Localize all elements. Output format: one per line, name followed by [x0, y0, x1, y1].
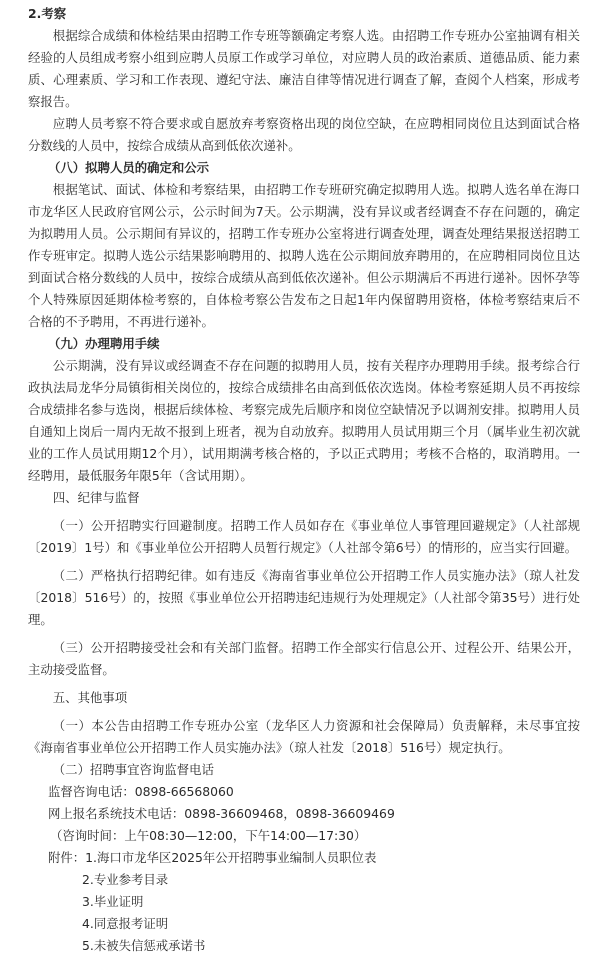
discipline-paragraph-1: （一）公开招聘实行回避制度。招聘工作人员如存在《事业单位人事管理回避规定》（人社部规〔2019〕1号）和《事业单位公开招聘人员暂行规定》（人社部令第6号）的情形的，应当实行回避。 [28, 518, 580, 555]
candidate-confirmation-paragraph: 根据笔试、面试、体检和考察结果，由招聘工作专班研究确定拟聘用人选。拟聘人选名单在海口市龙华区人民政府官网公示，公示时间为7天。公示期满，没有异议或者经调查不存在问题的，确定为拟聘用人员。公示期间有异议的，招聘工作专班办公室将进行调查处理，调查处理结果报送招聘工作专班审定。拟聘人选公示结果影响聘用的、拟聘人选在公示期间放弃聘用的，在应聘相同岗位且达到面试合格分数线的人员中，按综合成绩从高到低依次递补。但公示期满后不再进行递补。因怀孕等个人特殊原因延期体检考察的，自体检考察公告发布之日起1年内保留聘用资格，体检考察结束后不合格的不予聘用，不再进行递补。 [28, 182, 580, 329]
section-heading-employment-procedures: （九）办理聘用手续 [48, 336, 160, 351]
section-heading-other-matters: 五、其他事项 [52, 690, 128, 705]
attachment-item-1: 附件：1.海口市龙华区2025年公开招聘事业编制人员职位表 [48, 850, 377, 865]
section-heading-investigation: 2.考察 [28, 6, 67, 21]
tech-support-phone: 网上报名系统技术电话：0898-36609468，0898-36609469 [48, 806, 395, 821]
other-matters-paragraph-2: （二）招聘事宜咨询监督电话 [52, 762, 214, 777]
supervision-phone: 监督咨询电话：0898-66568060 [48, 784, 234, 799]
other-matters-paragraph-1: （一）本公告由招聘工作专班办公室（龙华区人力资源和社会保障局）负责解释，未尽事宜按《海南省事业单位公开招聘工作人员实施办法》（琼人社发〔2018〕516号）规定执行。 [28, 718, 580, 755]
attachment-item-3: 3.毕业证明 [82, 894, 144, 909]
attachment-item-4: 4.同意报考证明 [82, 916, 169, 931]
discipline-paragraph-3: （三）公开招聘接受社会和有关部门监督。招聘工作全部实行信息公开、过程公开、结果公开，主动接受监督。 [28, 640, 580, 677]
section-heading-discipline: 四、纪律与监督 [52, 490, 140, 505]
attachment-item-2: 2.专业参考目录 [82, 872, 169, 887]
investigation-paragraph-1: 根据综合成绩和体检结果由招聘工作专班等额确定考察人选。由招聘工作专班办公室抽调有相关经验的人员组成考察小组到应聘人员原工作或学习单位，对应聘人员的政治素质、道德品质、能力素质、心理素质、学习和工作表现、遵纪守法、廉洁自律等情况进行调查了解，查阅个人档案，形成考察报告。 [28, 28, 580, 109]
discipline-paragraph-2: （二）严格执行招聘纪律。如有违反《海南省事业单位公开招聘工作人员实施办法》（琼人社发〔2018〕516号）的，按照《事业单位公开招聘违纪违规行为处理规定》（人社部令第35号）进行处理。 [28, 568, 580, 627]
employment-procedures-paragraph: 公示期满，没有异议或经调查不存在问题的拟聘用人员，按有关程序办理聘用手续。报考综合行政执法局龙华分局镇街相关岗位的，按综合成绩排名由高到低依次选岗。体检考察延期人员不再按综合成绩排名参与选岗，根据后续体检、考察完成先后顺序和岗位空缺情况予以调剂安排。拟聘用人员自通知上岗后一周内无故不报到上班者，视为自动放弃。拟聘用人员试用期三个月（属毕业生初次就业的工作人员试用期12个月），试用期满考核合格的，予以正式聘用；考核不合格的，取消聘用。一经聘用，最低服务年限5年（含试用期）。 [28, 358, 580, 483]
attachment-item-5: 5.未被失信惩戒承诺书 [82, 938, 206, 953]
investigation-paragraph-2: 应聘人员考察不符合要求或自愿放弃考察资格出现的岗位空缺，在应聘相同岗位且达到面试合格分数线的人员中，按综合成绩从高到低依次递补。 [28, 116, 580, 153]
section-heading-candidate-confirmation: （八）拟聘人员的确定和公示 [48, 160, 210, 175]
consultation-hours: （咨询时间：上午08:30—12:00，下午14:00—17:30） [50, 828, 367, 843]
